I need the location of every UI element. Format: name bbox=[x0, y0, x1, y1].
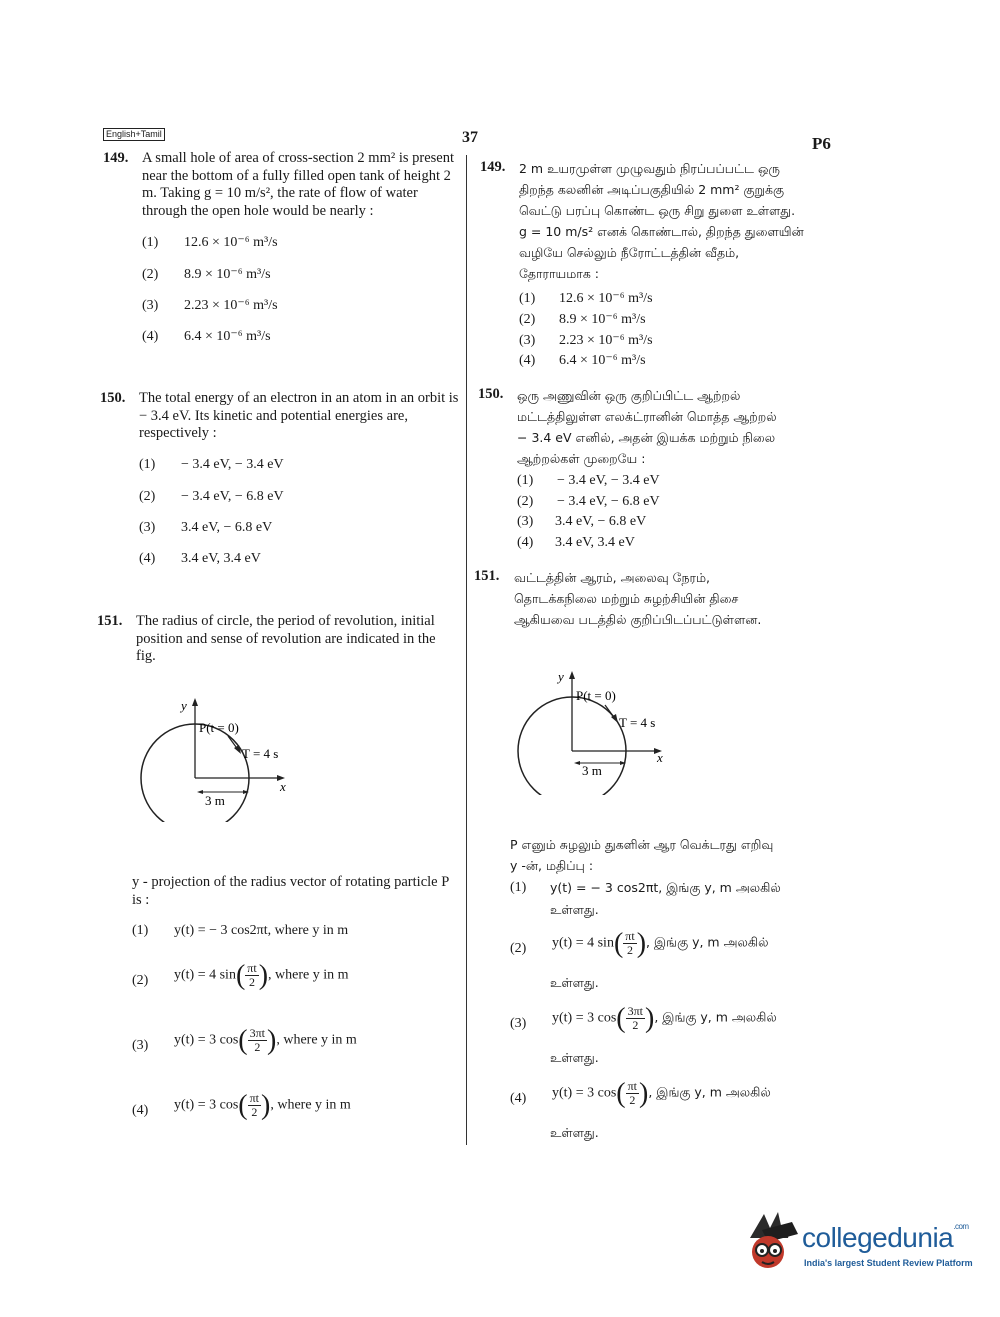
y-label: y bbox=[181, 698, 187, 713]
option-2: (2) y(t) = 4 sin( $\frac{\pi t}{2}$ ), இங்கு y, m அலகில் உள்ளது. bbox=[510, 927, 769, 990]
option-2: (2) y(t) = 4 sin( $\frac{\pi t}{2}$ ), where y in m bbox=[132, 959, 349, 991]
question-text: P எனும் சுழலும் துகளின் ஆர வெக்டரது எறிவு y -ன், மதிப்பு : bbox=[510, 837, 774, 873]
y-arrow-icon bbox=[192, 698, 198, 706]
y-arrow-icon bbox=[569, 671, 575, 679]
page-number: 37 bbox=[462, 129, 478, 146]
logo-tagline: India's largest Student Review Platform bbox=[804, 1258, 973, 1268]
question-number: 150. bbox=[100, 390, 126, 406]
period-label: T = 4 s bbox=[242, 746, 279, 761]
circle-diagram bbox=[125, 692, 305, 822]
question-number: 151. bbox=[474, 568, 500, 584]
x-label: x bbox=[280, 779, 286, 794]
question-number: 149. bbox=[103, 150, 129, 166]
dim-arrow-left-icon bbox=[197, 790, 203, 794]
mascot-icon bbox=[742, 1208, 800, 1278]
question-text: The radius of circle, the period of revolution, initial position and sense of revolution are indicated in the fig. bbox=[136, 613, 436, 664]
question-text: The total energy of an electron in an atom in an orbit is − 3.4 eV. Its kinetic and potential energies are, respectively : bbox=[139, 390, 459, 441]
p-label: P(t = 0) bbox=[199, 720, 239, 735]
logo-wordmark: collegedunia$^{.com}$ bbox=[802, 1222, 969, 1253]
question-number: 150. bbox=[478, 386, 504, 402]
question-text: ஒரு அணுவின் ஒரு குறிப்பிட்ட ஆற்றல் மட்டத்திலுள்ள எலக்ட்ரானின் மொத்த ஆற்றல் − 3.4 eV எனில், அதன் இயக்க மற்றும் நிலை ஆற்றல்கள் முறையே : bbox=[517, 388, 777, 466]
option-3: (3) y(t) = 3 cos( $\frac{3\pi t}{2}$ ), இங்கு y, m அலகில் உள்ளது. bbox=[510, 1002, 777, 1065]
y-label: y bbox=[558, 669, 564, 684]
question-number: 151. bbox=[97, 613, 123, 629]
p-label: P(t = 0) bbox=[576, 688, 616, 703]
circle-diagram-ta bbox=[502, 665, 682, 795]
radius-label: 3 m bbox=[582, 763, 602, 778]
question-text: வட்டத்தின் ஆரம், அலைவு நேரம், தொடக்கநிலை மற்றும் சுழற்சியின் திசை ஆகியவை படத்தில் குறிப்பிடப்பட்டுள்ளன. bbox=[514, 570, 762, 627]
question-text: 2 m உயரமுள்ள முழுவதும் நிரப்பப்பட்ட ஒரு திறந்த கலனின் அடிப்பகுதியில் 2 mm² குறுக்கு வெட்டு பரப்பு கொண்ட ஒரு சிறு துளை உள்ளது. g = 10 m/s² எனக் கொண்டால், திறந்த துளையின் வழியே செல்லும் நீரோட்டத்தின் வீதம், தோராயமாக : bbox=[519, 161, 804, 281]
column-divider bbox=[466, 155, 467, 1145]
question-number: 149. bbox=[480, 159, 506, 175]
question-text: A small hole of area of cross-section 2 mm² is present near the bottom of a fully filled open tank of height 2 m. Taking g = 10 m/s², the rate of flow of water through the open hole would be nearly : bbox=[142, 150, 454, 219]
collegedunia-logo[interactable] bbox=[742, 1208, 972, 1278]
option-4: (4) y(t) = 3 cos( $\frac{\pi t}{2}$ ), இங்கு y, m அலகில் உள்ளது. bbox=[510, 1077, 771, 1140]
option-3: (3) y(t) = 3 cos( $\frac{3\pi t}{2}$ ), where y in m bbox=[132, 1024, 357, 1056]
question-text: y - projection of the radius vector of rotating particle P is : bbox=[132, 874, 449, 908]
option-4: (4) y(t) = 3 cos( $\frac{\pi t}{2}$ ), where y in m bbox=[132, 1089, 351, 1121]
radius-label: 3 m bbox=[205, 793, 225, 808]
dim-arrow-left-icon bbox=[574, 761, 580, 765]
option-1: (1) y(t) = − 3 cos2πt, இங்கு y, m அலகில் உள்ளது. bbox=[510, 880, 781, 917]
page-code: P6 bbox=[812, 134, 831, 153]
period-label: T = 4 s bbox=[619, 715, 656, 730]
x-label: x bbox=[657, 750, 663, 765]
language-tag: English+Tamil bbox=[103, 128, 165, 141]
